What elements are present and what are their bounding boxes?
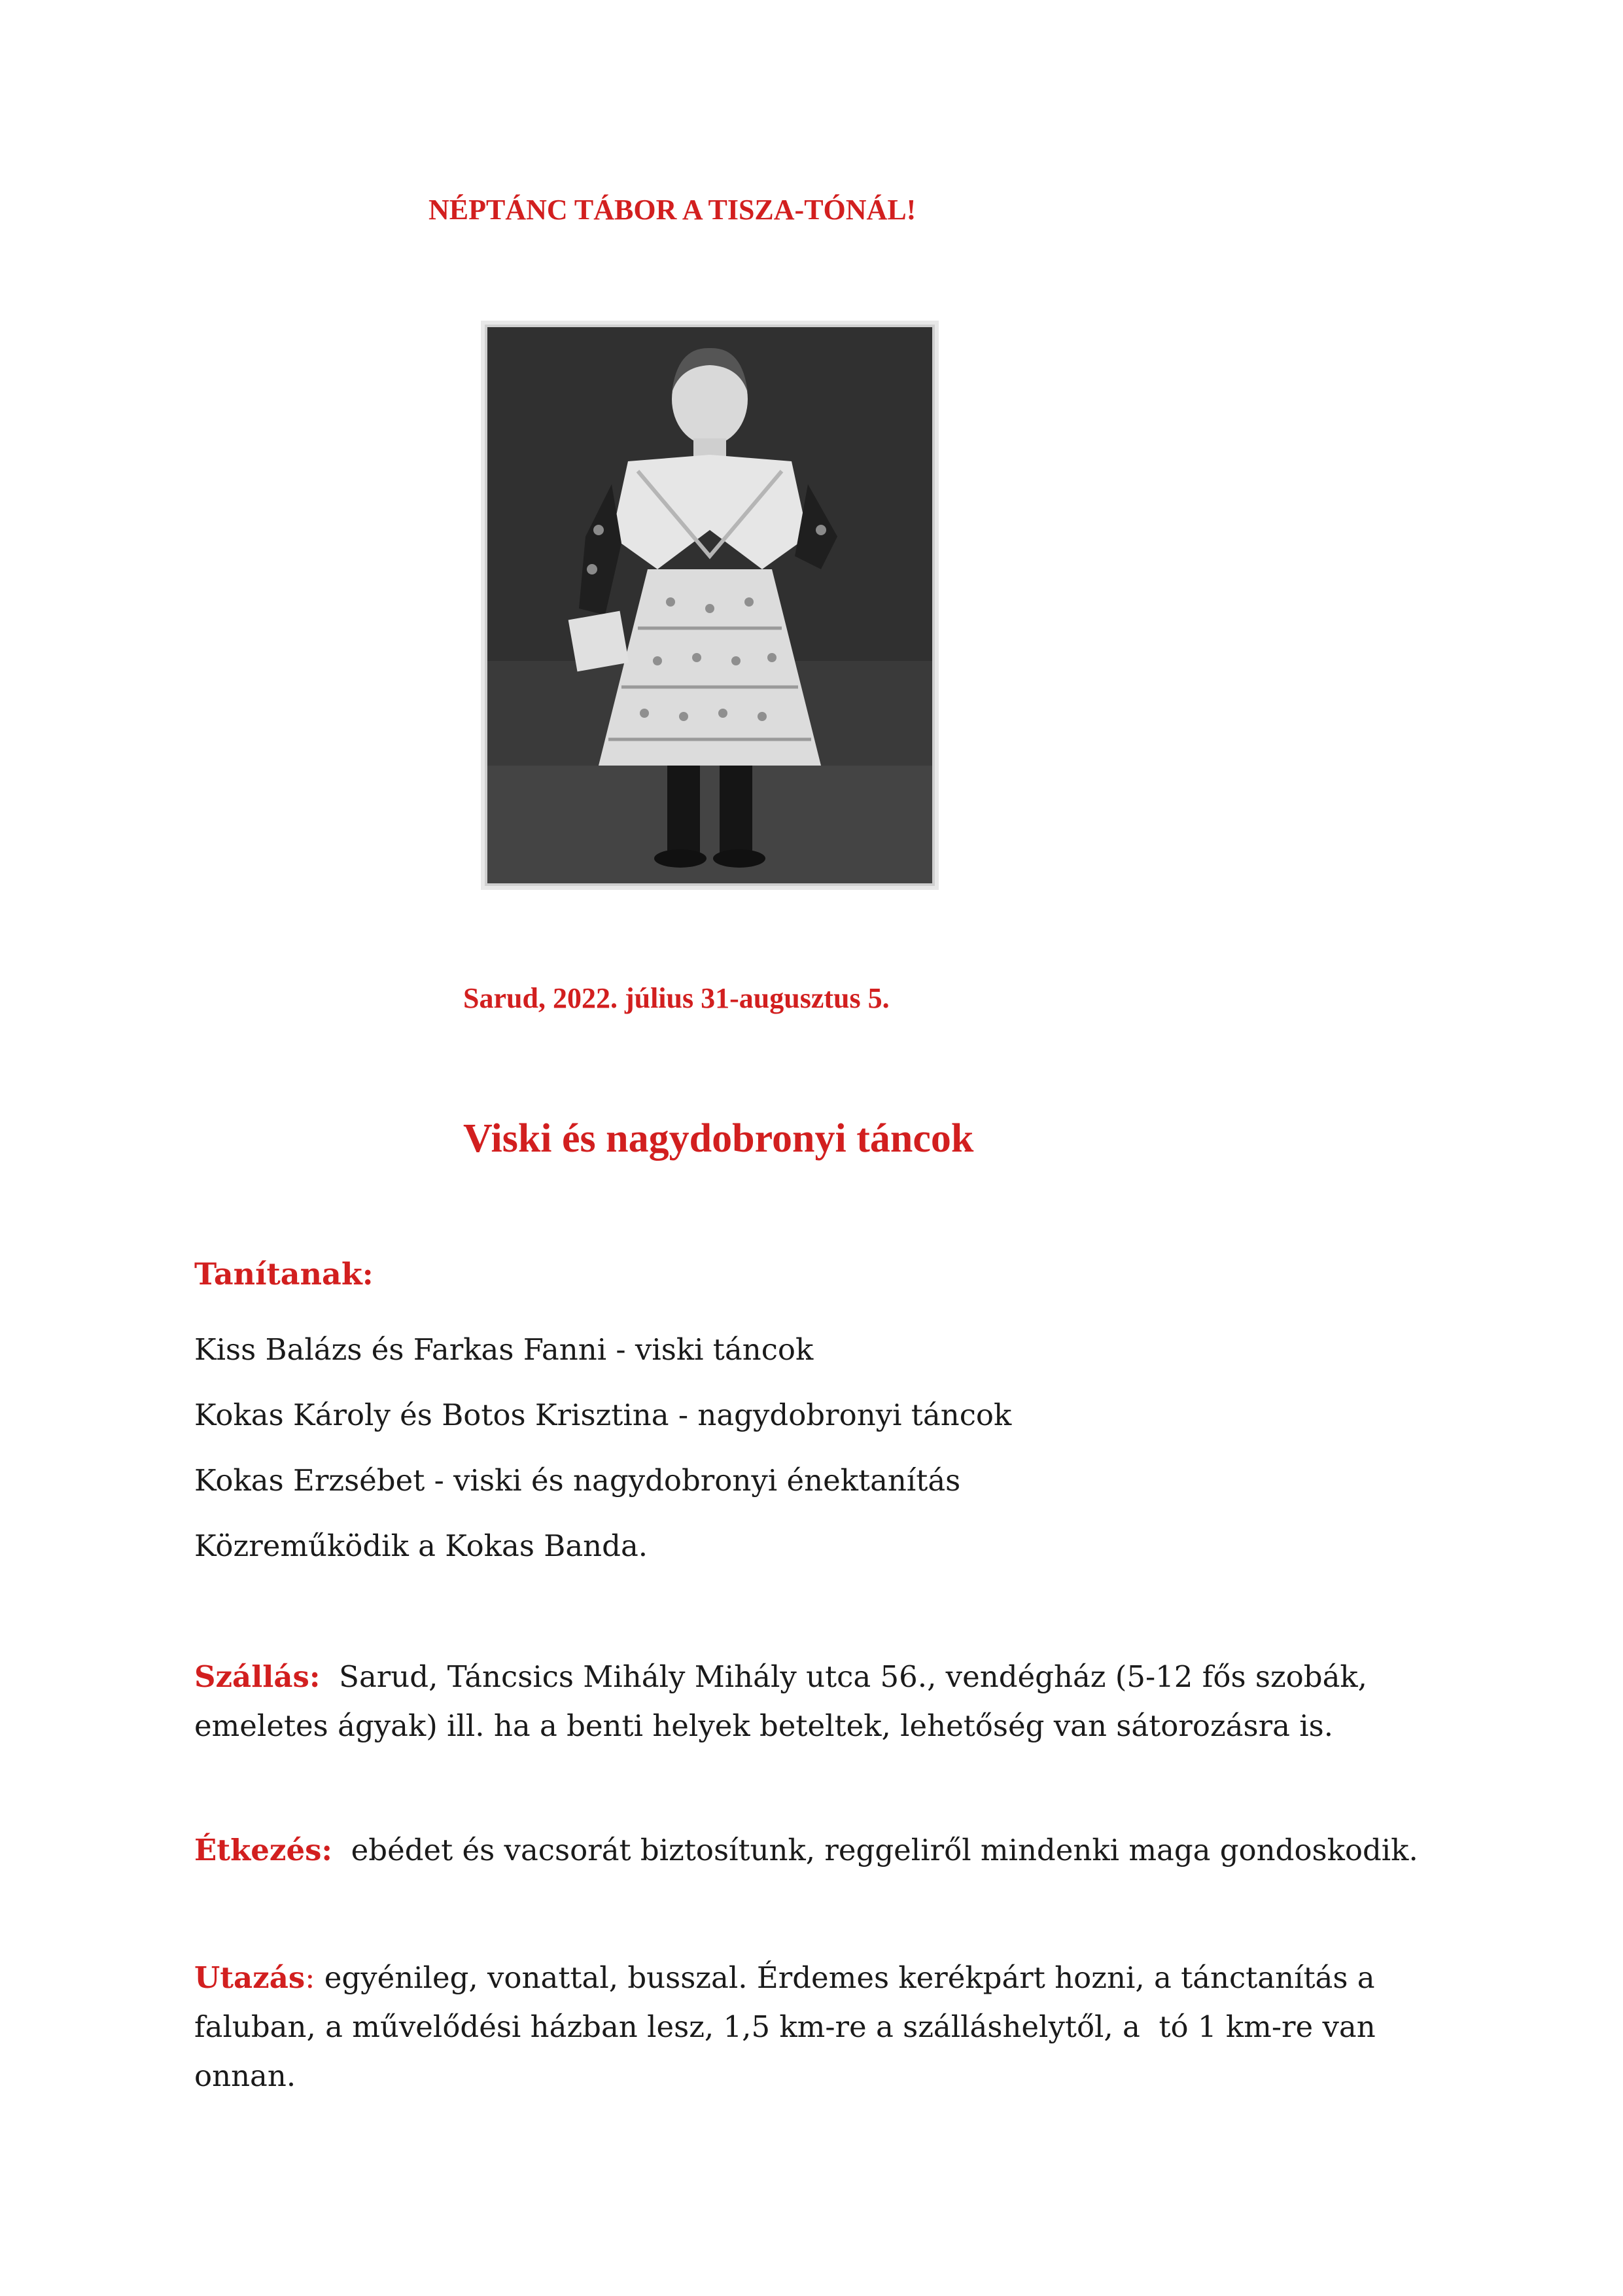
travel-section [194, 1953, 1437, 2100]
folk-costume-photo [481, 321, 939, 890]
accommodation-section [194, 1652, 1437, 1750]
teacher-row: Kiss Balázs és Farkas Fanni - viski táncok [194, 1332, 814, 1367]
travel-label-colon: : [305, 1960, 315, 1995]
travel-label: Utazás [194, 1960, 305, 1995]
camp-title: NÉPTÁNC TÁBOR A TISZA-TÓNÁL! [428, 194, 916, 226]
accommodation-text-line-2: emeletes ágyak) ill. ha a benti helyek beteltek, lehetőség van sátorozásra is. [194, 1708, 1334, 1743]
event-date-location: Sarud, 2022. július 31-augusztus 5. [463, 982, 890, 1014]
accommodation-text-line-1: Sarud, Táncsics Mihály Mihály utca 56., vendégház (5-12 fős szobák, [320, 1659, 1367, 1694]
accommodation-label: Szállás: [194, 1659, 321, 1694]
travel-text-line-1: egyénileg, vonattal, busszal. Érdemes kerékpárt hozni, a tánctanítás a [315, 1960, 1375, 1995]
meals-section [194, 1826, 1437, 1875]
teacher-row: Kokas Erzsébet - viski és nagydobronyi énektanítás [194, 1463, 961, 1498]
meals-label: Étkezés: [194, 1833, 333, 1867]
teachers-label: Tanítanak: [194, 1256, 374, 1292]
travel-text-line-2: faluban, a művelődési házban lesz, 1,5 km-re a szálláshelytől, a tó 1 km-re van [194, 2009, 1376, 2044]
dance-topic-heading: Viski és nagydobronyi táncok [463, 1116, 974, 1161]
teacher-row: Kokas Károly és Botos Krisztina - nagydobronyi táncok [194, 1398, 1012, 1432]
teacher-row: Közreműködik a Kokas Banda. [194, 1528, 648, 1563]
meals-text: ebédet és vacsorát biztosítunk, reggeliről mindenki maga gondoskodik. [332, 1833, 1418, 1867]
vintage-photo-icon [481, 321, 939, 890]
travel-text-line-3: onnan. [194, 2058, 296, 2093]
